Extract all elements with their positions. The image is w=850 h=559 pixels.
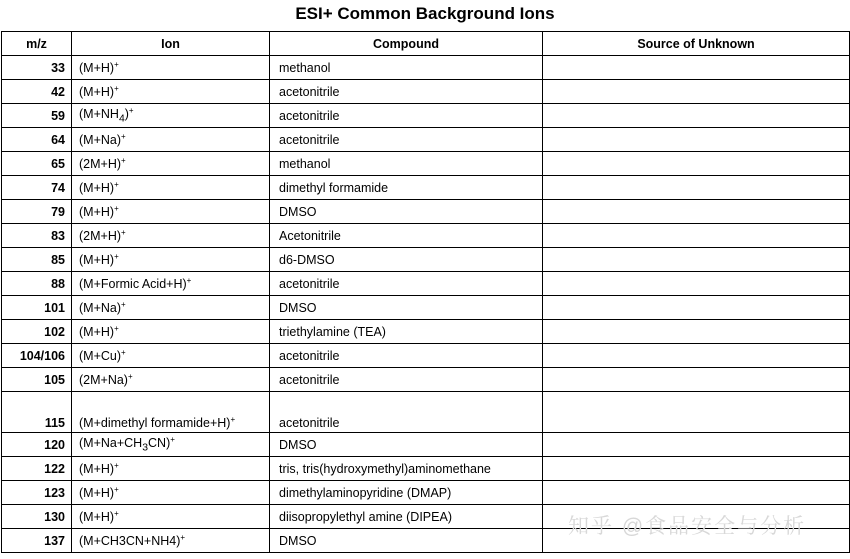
cell-source [543,128,850,152]
cell-mz: 130 [2,505,72,529]
cell-mz: 88 [2,272,72,296]
table-row [2,320,850,344]
cell-ion: (M+Na)+ [72,296,270,320]
cell-source [543,296,850,320]
cell-source [543,272,850,296]
cell-source [543,152,850,176]
cell-compound: diisopropylethyl amine (DIPEA) [270,505,543,529]
cell-mz: 79 [2,200,72,224]
cell-ion: $(M+Na+CH_3CN)^+$ [72,433,270,457]
cell-ion: (M+CH3CN+NH4)+ [72,529,270,553]
cell-source [543,481,850,505]
cell-ion: $(M+NH_4)^+$ [72,104,270,128]
cell-mz: 137 [2,529,72,553]
header-source: Source of Unknown [543,32,850,56]
table-row [2,176,850,200]
cell-compound: acetonitrile [270,104,543,128]
cell-ion: (M+H)+ [72,200,270,224]
table-row [2,433,850,457]
table-row [2,392,850,433]
cell-ion: (M+H)+ [72,80,270,104]
cell-compound: d6-DMSO [270,248,543,272]
cell-mz: 123 [2,481,72,505]
cell-ion: (M+H)+ [72,481,270,505]
ions-table [1,31,850,553]
page-title: ESI+ Common Background Ions [295,4,555,23]
cell-source [543,80,850,104]
cell-source [543,176,850,200]
cell-ion: (M+Cu)+ [72,344,270,368]
table-body [2,56,850,553]
header-compound: Compound [270,32,543,56]
cell-source [543,56,850,80]
cell-ion: (M+H)+ [72,248,270,272]
cell-source [543,433,850,457]
cell-compound: acetonitrile [270,128,543,152]
cell-compound: DMSO [270,529,543,553]
cell-source [543,248,850,272]
cell-compound: methanol [270,56,543,80]
cell-compound: tris, tris(hydroxymethyl)aminomethane [270,457,543,481]
header-mz: m/z [2,32,72,56]
cell-mz: 85 [2,248,72,272]
table-row [2,272,850,296]
cell-source [543,200,850,224]
table-row [2,56,850,80]
table-header-row [2,32,850,56]
cell-compound: Acetonitrile [270,224,543,248]
cell-mz: 42 [2,80,72,104]
cell-mz: 122 [2,457,72,481]
cell-source [543,392,850,433]
table-row [2,224,850,248]
header-ion: Ion [72,32,270,56]
table-row [2,344,850,368]
cell-mz: 59 [2,104,72,128]
cell-mz: 83 [2,224,72,248]
cell-compound: acetonitrile [270,392,543,433]
table-row [2,368,850,392]
cell-compound: triethylamine (TEA) [270,320,543,344]
cell-mz: 104/106 [2,344,72,368]
cell-ion: (M+H)+ [72,457,270,481]
cell-ion: (M+H)+ [72,56,270,80]
cell-source [543,224,850,248]
cell-compound: acetonitrile [270,344,543,368]
cell-ion: (M+dimethyl formamide+H)+ [72,392,270,433]
table-row [2,248,850,272]
table-row [2,104,850,128]
cell-source [543,320,850,344]
cell-mz: 64 [2,128,72,152]
cell-compound: acetonitrile [270,368,543,392]
cell-compound: methanol [270,152,543,176]
cell-mz: 74 [2,176,72,200]
cell-ion: (M+H)+ [72,505,270,529]
table-row [2,80,850,104]
cell-ion: (2M+H)+ [72,152,270,176]
cell-compound: DMSO [270,200,543,224]
cell-compound: DMSO [270,296,543,320]
cell-source [543,457,850,481]
cell-compound: DMSO [270,433,543,457]
cell-mz: 101 [2,296,72,320]
table-row [2,457,850,481]
cell-mz: 102 [2,320,72,344]
table-row [2,296,850,320]
cell-ion: (2M+H)+ [72,224,270,248]
cell-mz: 105 [2,368,72,392]
cell-ion: (M+H)+ [72,176,270,200]
cell-ion: (M+H)+ [72,320,270,344]
cell-ion: (M+Na)+ [72,128,270,152]
cell-source [543,104,850,128]
cell-mz: 65 [2,152,72,176]
watermark: 知乎 @食品安全与分析 [568,515,807,538]
table-row [2,152,850,176]
cell-source [543,344,850,368]
cell-compound: acetonitrile [270,272,543,296]
table-row [2,481,850,505]
table-row [2,200,850,224]
cell-mz: 120 [2,433,72,457]
cell-ion: (2M+Na)+ [72,368,270,392]
cell-compound: dimethylaminopyridine (DMAP) [270,481,543,505]
table-row [2,128,850,152]
cell-compound: dimethyl formamide [270,176,543,200]
cell-mz: 33 [2,56,72,80]
cell-source [543,368,850,392]
cell-compound: acetonitrile [270,80,543,104]
cell-mz: 115 [2,392,72,433]
cell-ion: (M+Formic Acid+H)+ [72,272,270,296]
